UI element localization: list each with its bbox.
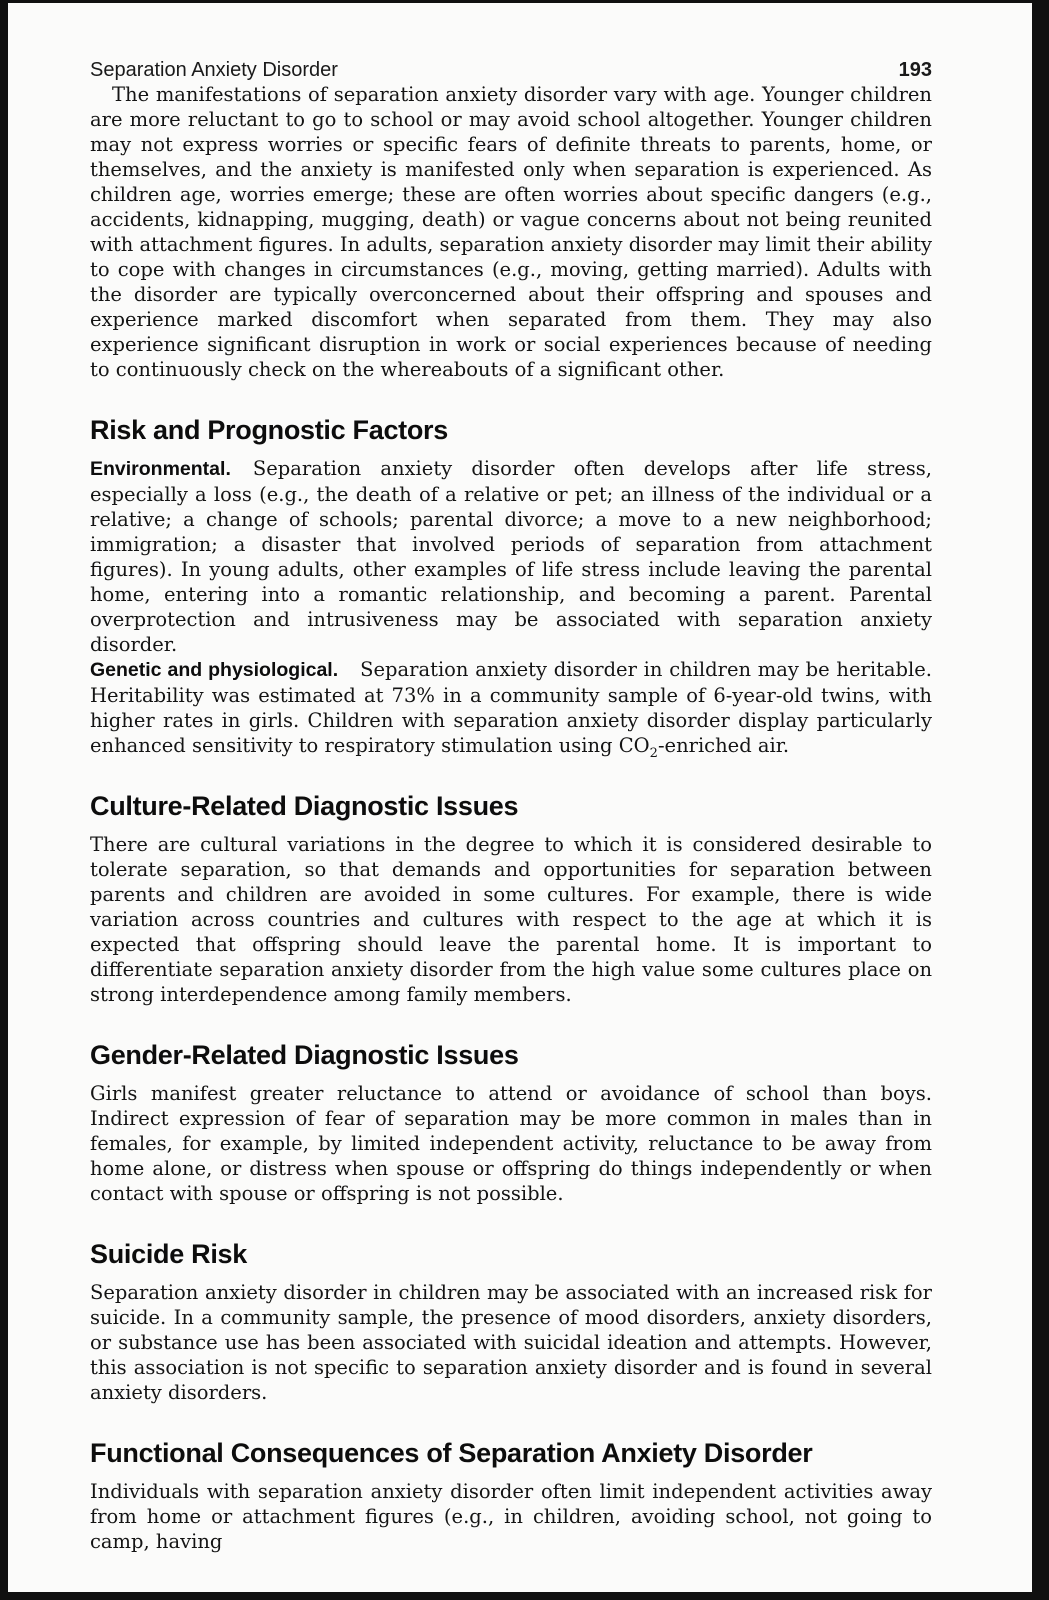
paragraph-label-environmental: Environmental. (90, 458, 231, 480)
section-heading-culture-related: Culture-Related Diagnostic Issues (90, 791, 519, 821)
functional-consequences-paragraph: Individuals with separation anxiety disorder often limit independent activities away from home or attachment figures (e.g., in children, avoiding school, not going to camp, having (90, 1480, 932, 1553)
paragraph-label-genetic-physiological: Genetic and physiological. (90, 659, 339, 681)
gender-related-paragraph: Girls manifest greater reluctance to attend or avoidance of school than boys. Indirect expression of fear of separation may be more common in males than in females, for example, by limited independent activity, reluctance to be away from home alone, or distress when spouse or offspring do things independently or when contact with spouse or offspring is not possible. (90, 1082, 932, 1205)
intro-paragraph: The manifestations of separation anxiety disorder vary with age. Younger children are more reluctant to go to school or may avoid school altogether. Younger children may not express worries or specific fears of definite threats to parents, home, or themselves, and the anxiety is manifested only when separation is experienced. As children age, worries emerge; these are often worries about specific dangers (e.g., accidents, kidnapping, mugging, death) or vague concerns about not being reunited with attachment figures. In adults, separation anxiety disorder may limit their ability to cope with changes in circumstances (e.g., moving, getting married). Adults with the disorder are typically overconcerned about their offspring and spouses and experience marked discomfort when separated from them. They may also experience significant disruption in work or social experiences because of needing to continuously check on the whereabouts of a significant other. (90, 83, 932, 381)
genetic-paragraph-text-after: -enriched air. (657, 734, 790, 757)
section-heading-gender-related: Gender-Related Diagnostic Issues (90, 1040, 519, 1070)
book-page (8, 3, 1032, 1592)
environmental-paragraph-text: Separation anxiety disorder often develops after life stress, especially a loss (e.g., the death of a relative or pet; an illness of the individual or a relative; a change of schools; parental divorce; a move to a new neighborhood; immigration; a disaster that involved periods of separation from attachment figures). In young adults, other examples of life stress include leaving the parental home, entering into a romantic relationship, and becoming a parent. Parental overprotection and intrusiveness may be associated with separation anxiety disorder. (90, 457, 932, 656)
culture-related-paragraph: There are cultural variations in the degree to which it is considered desirable to tolerate separation, so that demands and opportunities for separation between parents and children are avoided in some cultures. For example, there is wide variation across countries and cultures with respect to the age at which it is expected that offspring should leave the parental home. It is important to differentiate separation anxiety disorder from the high value some cultures place on strong interdependence among family members. (90, 833, 932, 1006)
running-header (90, 59, 932, 82)
co2-subscript: 2 (649, 745, 658, 761)
running-header-title: Separation Anxiety Disorder (90, 59, 338, 81)
genetic-paragraph-text: Separation anxiety disorder in children may be heritable. Heritability was estimated at 73% in a community sample of 6-year-old twins, with higher rates in girls. Children with separation anxiety disorder display particularly enhanced sensitivity to respiratory stimulation using CO (90, 658, 933, 757)
genetic-physiological-paragraph (90, 657, 933, 761)
section-heading-risk-prognostic-factors: Risk and Prognostic Factors (90, 415, 448, 445)
environmental-paragraph (90, 456, 932, 657)
page-number: 193 (898, 59, 932, 81)
suicide-risk-paragraph: Separation anxiety disorder in children may be associated with an increased risk for suicide. In a community sample, the presence of mood disorders, anxiety disorders, or substance use has been associated with suicidal ideation and attempts. However, this association is not specific to separation anxiety disorder and is found in several anxiety disorders. (90, 1281, 932, 1404)
section-heading-functional-consequences: Functional Consequences of Separation Anxiety Disorder (90, 1438, 813, 1468)
section-heading-suicide-risk: Suicide Risk (90, 1239, 247, 1269)
